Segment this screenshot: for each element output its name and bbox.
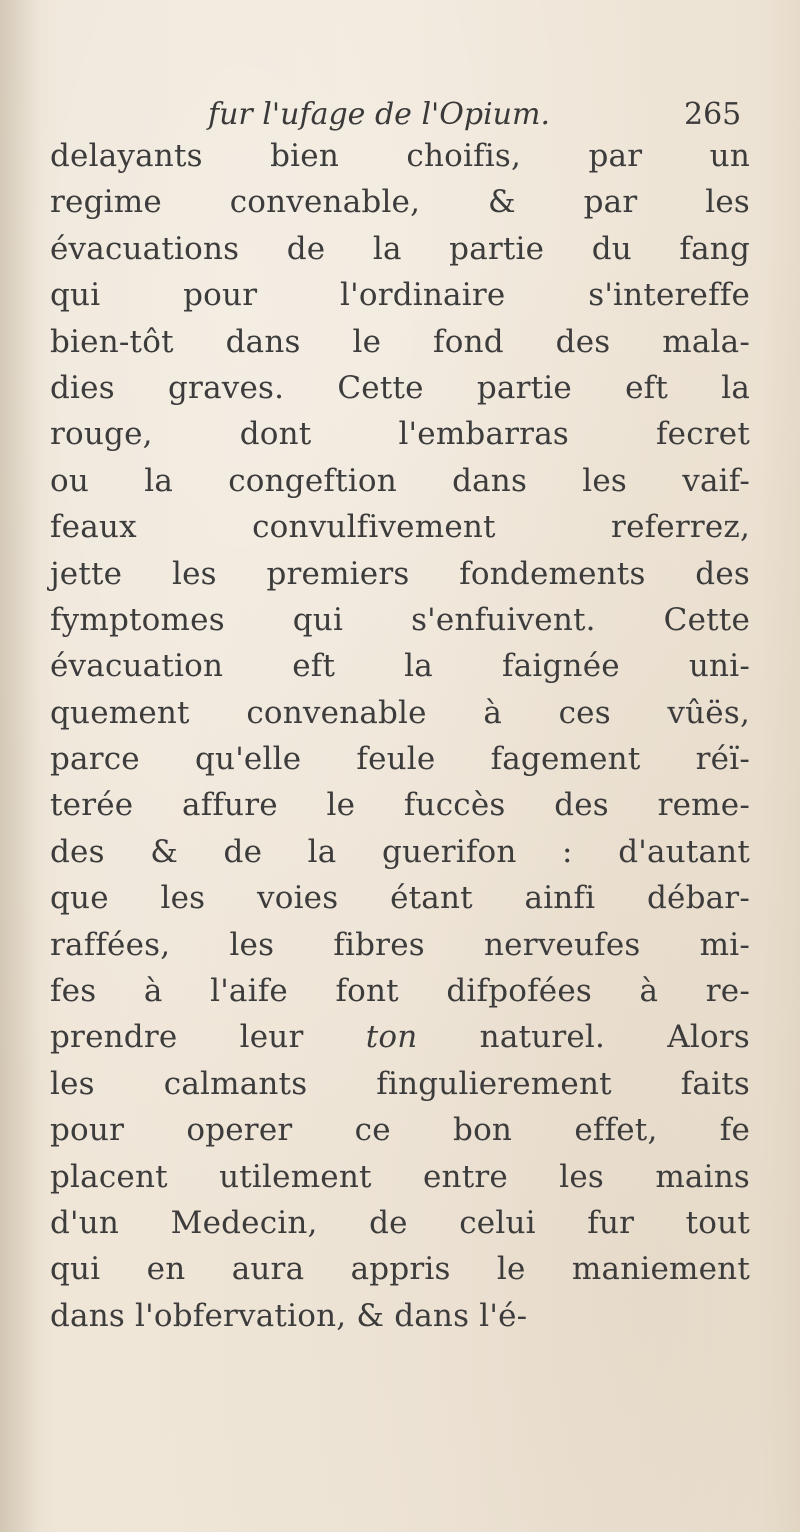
text-line-with-italic bbox=[50, 1014, 750, 1060]
text-segment: prendre leur bbox=[50, 1019, 304, 1056]
text-line: placent utilement entre les mains bbox=[50, 1158, 750, 1195]
running-head bbox=[0, 95, 800, 135]
text-line: feaux convulfivement referrez, bbox=[50, 509, 750, 546]
text-line: raffées, les fibres nerveufes mi- bbox=[50, 926, 750, 963]
text-line: évacuation eft la faignée uni- bbox=[50, 648, 750, 685]
text-line: quement convenable à ces vûës, bbox=[50, 694, 750, 731]
text-line: des & de la guerifon : d'autant bbox=[50, 833, 750, 870]
text-line: évacuations de la partie du fang bbox=[50, 230, 750, 267]
text-line: terée affure le fuccès des reme- bbox=[50, 787, 750, 824]
italic-word: ton bbox=[365, 1019, 418, 1056]
text-line: jette les premiers fondements des bbox=[50, 555, 750, 592]
text-line: dies graves. Cette partie eft la bbox=[50, 369, 750, 406]
binding-shadow bbox=[0, 0, 40, 1532]
text-line: ou la congeftion dans les vaif- bbox=[50, 462, 750, 499]
body-text bbox=[50, 133, 750, 1339]
text-line: d'un Medecin, de celui fur tout bbox=[50, 1204, 750, 1241]
text-line: pour operer ce bon effet, fe bbox=[50, 1112, 750, 1149]
text-line: delayants bien choifis, par un bbox=[50, 138, 750, 174]
text-line: qui pour l'ordinaire s'intereffe bbox=[50, 277, 750, 314]
text-line: bien-tôt dans le fond des mala- bbox=[50, 323, 750, 360]
text-line: qui en aura appris le maniement bbox=[50, 1251, 750, 1288]
text-segment: naturel. Alors bbox=[479, 1019, 750, 1056]
page-number: 265 bbox=[684, 97, 742, 132]
text-line: rouge, dont l'embarras fecret bbox=[50, 416, 750, 453]
text-line: fymptomes qui s'enfuivent. Cette bbox=[50, 601, 750, 638]
text-line: que les voies étant ainfi débar- bbox=[50, 880, 750, 917]
running-title: fur l'ufage de l'Opium. bbox=[208, 97, 550, 132]
text-line: parce qu'elle feule fagement réï- bbox=[50, 741, 750, 778]
text-line: regime convenable, & par les bbox=[50, 184, 750, 221]
text-line: dans l'obfervation, & dans l'é- bbox=[50, 1297, 528, 1334]
text-line: les calmants fingulierement faits bbox=[50, 1065, 750, 1102]
text-line: fes à l'aife font difpofées à re- bbox=[50, 973, 750, 1010]
